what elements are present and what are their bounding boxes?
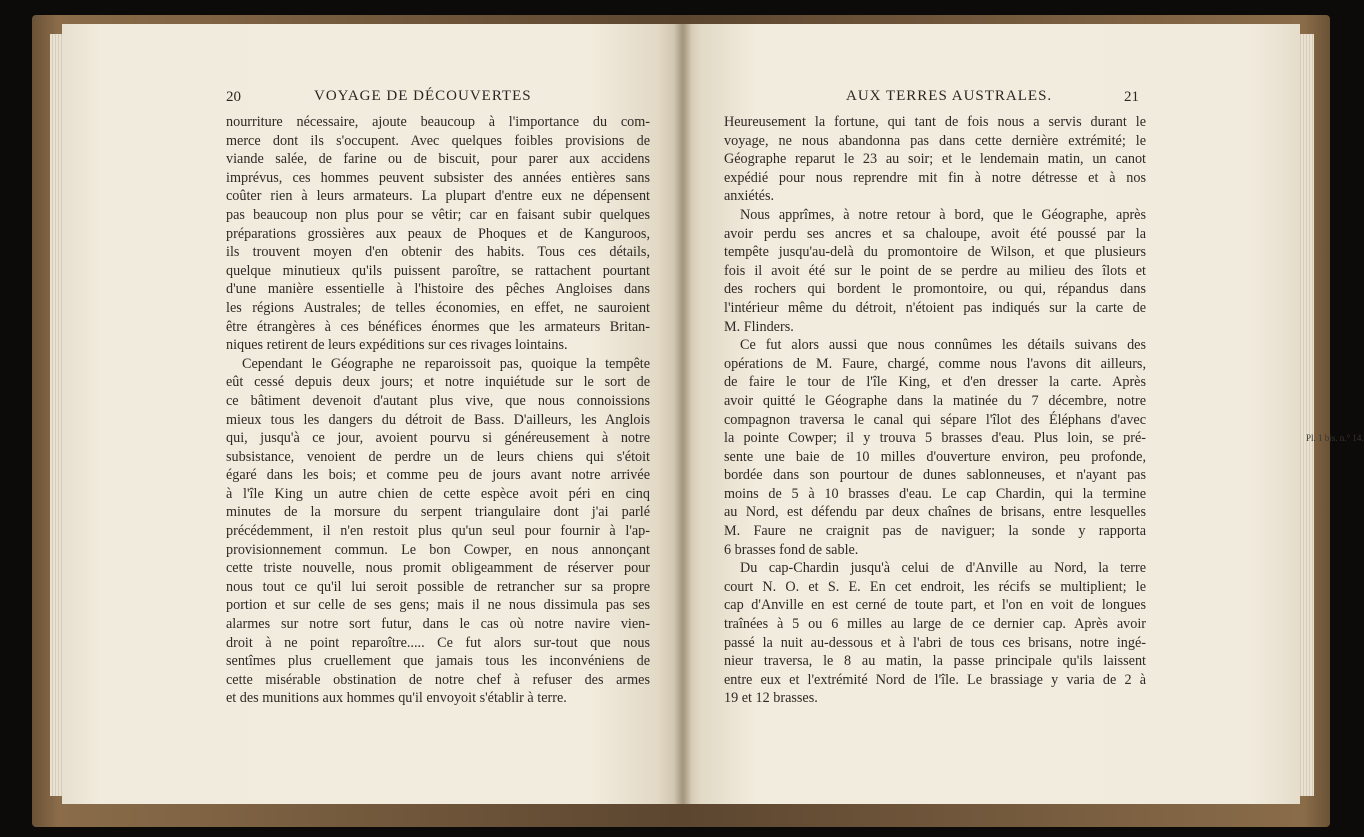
text-line: précédemment, il n'en restoit plus qu'un seul pour fournir à l'ap- — [226, 523, 650, 540]
text-line: entre eux et l'extrémité Nord de l'île. Le brassiage y varia de 2 à — [724, 671, 1146, 688]
text-line: coûter rien à leurs armateurs. La plupart d'entre eux ne dépensent — [226, 188, 650, 205]
text-line: Ce fut alors aussi que nous connûmes les détails suivans des — [740, 337, 1146, 354]
text-line: merce dont ils s'occupent. Avec quelques foibles provisions de — [226, 132, 650, 149]
text-line: cette triste nouvelle, nous promit obligeamment de réserver pour — [226, 560, 650, 577]
left-running-head: VOYAGE DE DÉCOUVERTES — [314, 88, 532, 104]
text-line: eût cessé depuis deux jours; et notre inquiétude sur le sort de — [226, 374, 650, 391]
text-line: ce bâtiment devenoit d'autant plus vive, que nous connoissions — [226, 392, 650, 409]
text-line: Cependant le Géographe ne reparoissoit pas, quoique la tempête — [242, 355, 650, 372]
text-line: niques retirent de leurs expéditions sur ces rivages lointains. — [226, 337, 568, 354]
text-line: à l'île King un autre chien de cette espèce avoit péri en cinq — [226, 485, 650, 502]
margin-note: Pl. 1 bis. n.° 14. — [1306, 433, 1364, 443]
text-line: anxiétés. — [724, 188, 775, 205]
text-line: l'intérieur même du détroit, n'étoient pas indiqués sur la carte de — [724, 299, 1146, 316]
text-line: M. Faure ne craignit pas de naviguer; la sonde y rapporta — [724, 523, 1146, 540]
text-line: Du cap-Chardin jusqu'à celui de d'Anville au Nord, la terre — [740, 560, 1146, 577]
text-line: opérations de M. Faure, chargé, comme nous l'avons dit ailleurs, — [724, 355, 1146, 372]
text-line: droit à ne point reparoître..... Ce fut alors sur-tout que nous — [226, 634, 650, 651]
text-line: mieux tous les dangers du détroit de Bass. D'ailleurs, les Anglois — [226, 411, 650, 428]
text-line: cette misérable obstination de notre chef à refuser des armes — [226, 671, 650, 688]
text-line: minutes de la morsure du serpent triangulaire dont j'ai parlé — [226, 504, 650, 521]
text-line: des rochers qui bordent le promontoire, ou qui, répandus dans — [724, 281, 1146, 298]
text-line: sente une baie de 10 milles d'ouverture environ, peu profonde, — [724, 448, 1146, 465]
text-line: et des munitions aux hommes qu'il envoyoit s'établir à terre. — [226, 690, 567, 707]
text-line: Nous apprîmes, à notre retour à bord, que le Géographe, après — [740, 206, 1146, 223]
text-line: provisionnement commun. Le bon Cowper, en nous annonçant — [226, 541, 650, 558]
left-page-number: 20 — [226, 89, 241, 105]
text-line: moins de 5 à 10 brasses d'eau. Le cap Chardin, qui la termine — [724, 485, 1146, 502]
text-line: au Nord, est défendu par deux chaînes de brisans, entre lesquelles — [724, 504, 1146, 521]
left-body-text — [226, 113, 650, 708]
text-line: sentîmes plus cruellement que jamais tous les inconvéniens de — [226, 653, 650, 670]
text-line: M. Flinders. — [724, 318, 794, 335]
text-line: court N. O. et S. E. En cet endroit, les récifs se multiplient; le — [724, 578, 1146, 595]
text-line: 19 et 12 brasses. — [724, 690, 818, 707]
text-line: bordée dans son pourtour de dunes sablonneuses, et n'ayant pas — [724, 467, 1146, 484]
text-line: 6 brasses fond de sable. — [724, 541, 859, 558]
text-line: quelque minutieux qu'ils puissent paroître, se rattachent pourtant — [226, 262, 650, 279]
text-line: voyage, ne nous abandonna pas dans cette dernière extrémité; le — [724, 132, 1146, 149]
text-line: alarmes sur notre sort futur, dans le cas où notre navire vien- — [226, 616, 650, 633]
text-line: nous tout ce qu'il lui seroit possible de retrancher sur sa propre — [226, 578, 650, 595]
text-line: nieur traversa, le 8 au matin, la passe principale qu'ils laissent — [724, 653, 1146, 670]
text-line: préparations grossières aux peaux de Phoques et de Kanguroos, — [226, 225, 650, 242]
text-line: fois il avoit été sur le point de se perdre au milieu des îlots et — [724, 262, 1146, 279]
text-line: Géographe reparut le 23 au soir; et le lendemain matin, un canot — [724, 151, 1146, 168]
right-running-head: AUX TERRES AUSTRALES. — [846, 88, 1053, 104]
text-line: ils trouvent moyen d'en obtenir des habits. Tous ces détails, — [226, 244, 650, 261]
right-body-text — [724, 113, 1146, 708]
text-line: viande salée, de farine ou de biscuit, pour parer aux accidens — [226, 151, 650, 168]
text-line: avoir quitté le Géographe dans la matinée du 7 décembre, notre — [724, 392, 1146, 409]
text-line: portion et sur celle de ses gens; mais il ne nous dissimula pas ses — [226, 597, 650, 614]
text-line: passé la nuit au-dessous et à l'abri de tous ces brisans, notre ingé- — [724, 634, 1146, 651]
text-line: cap d'Anville en est cerné de toute part, et l'on en voit de longues — [724, 597, 1146, 614]
text-line: expédié pour nous reprendre mit fin à notre détresse et à nos — [724, 169, 1146, 186]
text-line: égaré dans les bois; et comme peu de jours avant notre arrivée — [226, 467, 650, 484]
text-line: nourriture nécessaire, ajoute beaucoup à l'importance du com- — [226, 114, 650, 130]
text-line: la pointe Cowper; il y trouva 5 brasses d'eau. Plus loin, se pré- — [724, 430, 1146, 447]
text-line: les régions Australes; de telles économies, en effet, ne sauroient — [226, 299, 650, 316]
text-line: d'une manière essentielle à l'histoire des pêches Angloises dans — [226, 281, 650, 298]
text-line: compagnon traversa le canal qui sépare l'îlot des Éléphans d'avec — [724, 411, 1146, 428]
text-line: qui, jusqu'à ce jour, avoient pourvu si généreusement à notre — [226, 430, 650, 447]
text-line: imprévus, ces hommes peuvent subsister des années entières sans — [226, 169, 650, 186]
text-line: de faire le tour de l'île King, et d'en dresser la carte. Après — [724, 374, 1146, 391]
text-line: avoir perdu ses ancres et sa chaloupe, avoit été poussé par la — [724, 225, 1146, 242]
text-line: Heureusement la fortune, qui tant de fois nous a servis durant le — [724, 114, 1146, 130]
text-line: traînées à 5 ou 6 milles au large de ce dernier cap. Après avoir — [724, 616, 1146, 633]
text-line: pas beaucoup non plus pour se vêtir; car en faisant subir quelques — [226, 206, 650, 223]
text-line: subsistance, venoient de perdre un de leurs chiens qui s'étoit — [226, 448, 650, 465]
text-line: être étrangères à ces bénéfices énormes que les armateurs Britan- — [226, 318, 650, 335]
right-page-number: 21 — [1124, 89, 1139, 105]
text-line: tempête jusqu'au-delà du promontoire de Wilson, et que plusieurs — [724, 244, 1146, 261]
book-gutter — [674, 24, 692, 804]
right-page-edges — [1298, 34, 1314, 796]
